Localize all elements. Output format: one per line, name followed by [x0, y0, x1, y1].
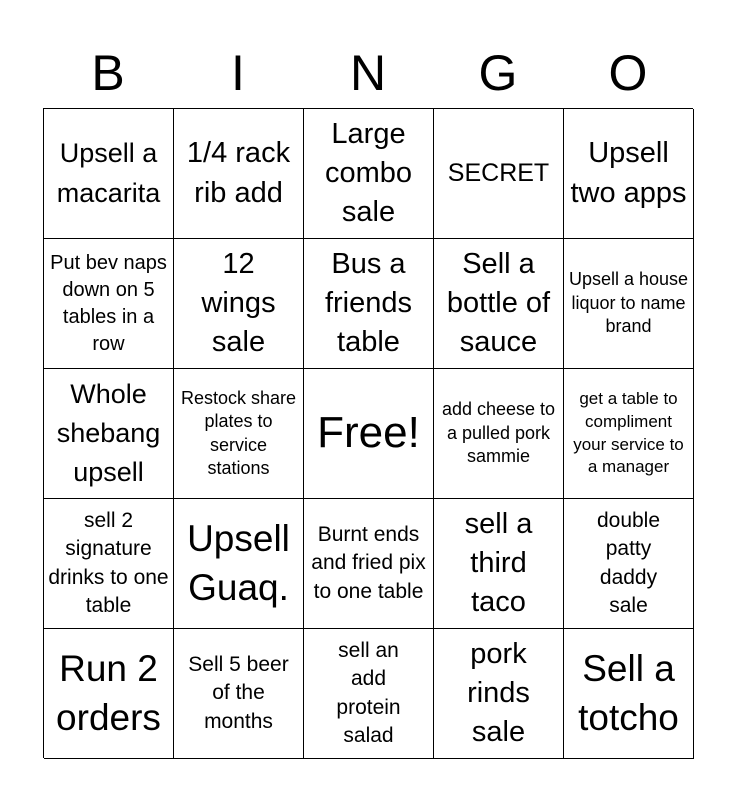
cell-text: 12 wings sale — [201, 247, 276, 359]
header-letter-o: O — [608, 45, 648, 101]
header-letter-b: B — [91, 45, 125, 101]
cell-text: Bus a friends table — [324, 247, 413, 359]
cell-text: Large combo sale — [324, 117, 413, 229]
bingo-cell[interactable] — [44, 629, 174, 759]
cell-text: Upsell a macarita — [56, 138, 161, 208]
bingo-cell[interactable] — [44, 499, 174, 629]
bingo-cell[interactable] — [564, 369, 694, 499]
cell-text: SECRET — [447, 159, 550, 187]
bingo-cell[interactable] — [434, 499, 564, 629]
cell-text: Free! — [317, 408, 420, 458]
cell-text: Put bev naps down on 5 tables in a row — [50, 251, 167, 355]
cell-text: Burnt ends and fried pix to one table — [311, 522, 426, 603]
header-letter-g: G — [478, 45, 518, 101]
cell-text: add cheese to a pulled pork sammie — [441, 399, 556, 467]
cell-text: pork rinds sale — [467, 637, 530, 749]
bingo-cell[interactable] — [304, 109, 434, 239]
cell-text: sell a third taco — [464, 507, 533, 619]
bingo-cell[interactable] — [564, 499, 694, 629]
cell-text: 1/4 rack rib add — [186, 137, 291, 209]
cell-text: sell 2 signature drinks to one table — [48, 508, 169, 617]
bingo-cell[interactable] — [304, 499, 434, 629]
bingo-cell[interactable] — [174, 369, 304, 499]
bingo-cell[interactable] — [304, 629, 434, 759]
cell-text: sell an add protein salad — [336, 638, 401, 747]
cell-text: Run 2 orders — [56, 648, 161, 738]
bingo-cell[interactable] — [434, 369, 564, 499]
bingo-cell[interactable] — [564, 109, 694, 239]
bingo-cell[interactable] — [304, 369, 434, 499]
bingo-cell[interactable] — [564, 239, 694, 369]
bingo-cell[interactable] — [174, 239, 304, 369]
header-letter-i: I — [231, 45, 245, 101]
cell-text: Sell a totcho — [578, 648, 679, 738]
cell-text: double patty daddy sale — [596, 508, 661, 617]
cell-text: Sell a bottle of sauce — [446, 247, 551, 359]
cell-text: Upsell Guaq. — [187, 518, 290, 608]
cell-text: get a table to compliment your service to a manager — [573, 388, 684, 477]
cell-text: Restock share plates to service stations — [180, 387, 297, 478]
header-letter-n: N — [349, 45, 387, 101]
cell-text: Sell 5 beer of the months — [188, 652, 289, 733]
bingo-cell[interactable] — [434, 239, 564, 369]
bingo-cell[interactable] — [174, 499, 304, 629]
bingo-cell[interactable] — [44, 239, 174, 369]
bingo-cell[interactable] — [174, 629, 304, 759]
bingo-header — [43, 38, 693, 108]
bingo-cell[interactable] — [174, 109, 304, 239]
cell-text: Upsell two apps — [570, 137, 687, 209]
bingo-board — [43, 108, 693, 758]
bingo-cell[interactable] — [434, 109, 564, 239]
bingo-cell[interactable] — [434, 629, 564, 759]
bingo-cell[interactable] — [44, 109, 174, 239]
cell-text: Upsell a house liquor to name brand — [568, 269, 689, 337]
cell-text: Whole shebang upsell — [56, 378, 161, 488]
bingo-cell[interactable] — [44, 369, 174, 499]
bingo-cell[interactable] — [304, 239, 434, 369]
bingo-cell[interactable] — [564, 629, 694, 759]
